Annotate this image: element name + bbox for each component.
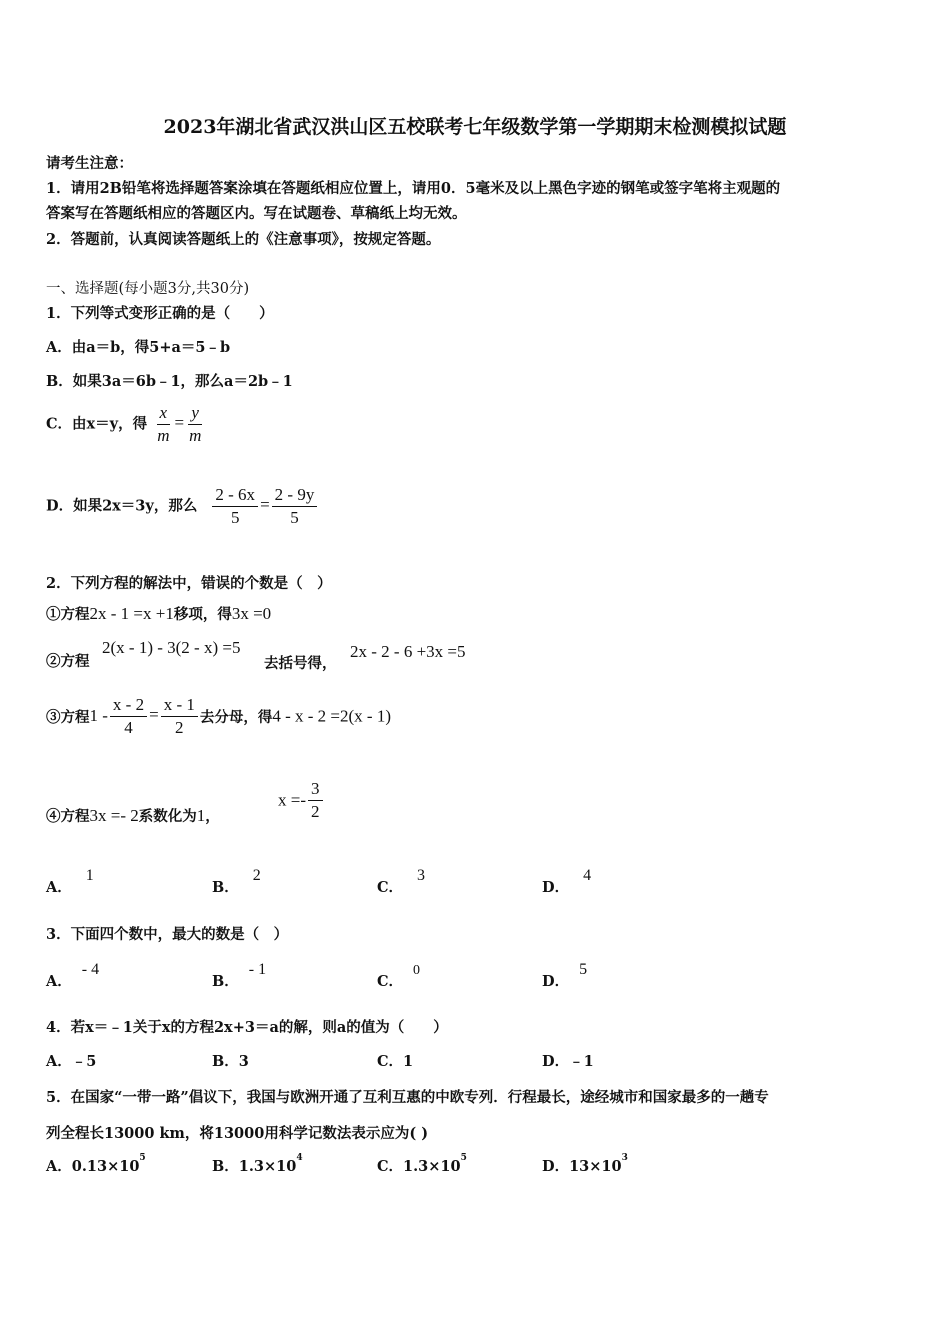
notice-line-1a: 1．请用2B铅笔将选择题答案涂填在答题纸相应位置上，请用0．5毫米及以上黑色字迹的钢笔或签字笔将主观题的 <box>46 180 781 197</box>
q2-statement-2-label: ②方程 <box>46 653 90 670</box>
q2-s4-fraction: $\frac{3}{2}$ <box>308 780 323 821</box>
q1-option-c-label: C．由x＝y，得 <box>46 415 148 433</box>
q1-stem: 1．下列等式变形正确的是（ ） <box>46 305 274 322</box>
q2-s3-result: 4 - x - 2 =2(x - 1) <box>272 706 392 726</box>
q1-option-a: A．由a＝b，得5+a＝5﹣b <box>46 339 231 356</box>
q1-c-fraction-left: $\frac{x}{m}$ <box>157 403 170 445</box>
q1-option-b: B．如果3a＝6b﹣1，那么a＝2b﹣1 <box>46 373 293 390</box>
q1-d-fraction-right: $\frac{2 - 9y}{5}$ <box>272 486 318 527</box>
q2-s2-equation: 2(x - 1) - 3(2 - x) =5 <box>102 638 241 657</box>
q3-option-b: B．- 1 <box>212 961 267 990</box>
q2-stem: 2．下列方程的解法中，错误的个数是（ ） <box>46 575 332 592</box>
q2-option-c: C．3 <box>377 867 426 896</box>
q2-statement-3: ③方程1 - $\frac{x - 2}{4}$ = $\frac{x - 1}{2}$ 去分母，得4 - x - 2 =2(x - 1) <box>46 695 392 737</box>
q2-s3-fraction-left: $\frac{x - 2}{4}$ <box>110 696 147 737</box>
q2-option-a: A．1 <box>46 867 94 896</box>
q2-s3-fraction-right: $\frac{x - 1}{2}$ <box>161 696 198 737</box>
q1-option-d-label: D．如果2x＝3y，那么 <box>46 497 198 515</box>
q4-option-d: D．﹣1 <box>542 1053 594 1070</box>
q2-s1-equation: 2x - 1 =x +1 <box>89 604 174 623</box>
q3-option-c: C．0 <box>377 963 421 990</box>
q2-s4-equation: 3x =- 2 <box>89 806 139 825</box>
q4-option-a: A．﹣5 <box>46 1053 97 1070</box>
q5-stem-line-1: 5．在国家“一带一路”倡议下，我国与欧洲开通了互利互惠的中欧专列．行程最长，途经城市和国家最多的一趟专 <box>46 1089 769 1106</box>
q1-option-c: C．由x＝y，得 $\frac{x}{m}$ = $\frac{y}{m}$ <box>46 404 206 445</box>
q1-option-d: D．如果2x＝3y，那么 $\frac{2 - 6x}{5}$ = $\frac{2 - 9y}{5}$ <box>46 486 319 527</box>
section-heading: 一、选择题(每小题3分,共30分) <box>46 281 250 297</box>
q2-s1-result: 3x =0 <box>231 604 272 623</box>
page-title: 2023年湖北省武汉洪山区五校联考七年级数学第一学期期末检测模拟试题 <box>163 116 787 138</box>
q2-statement-1: ①方程2x - 1 =x +1移项，得3x =0 <box>46 604 272 623</box>
q4-option-c: C．1 <box>377 1053 414 1070</box>
q5-option-b: B．$1.3\times 10^4$ <box>212 1153 303 1175</box>
notice-line-2: 2．答题前，认真阅读答题纸上的《注意事项》，按规定答题。 <box>46 231 441 248</box>
q5-option-a: A．$0.13\times 10^5$ <box>46 1153 146 1175</box>
q3-stem: 3．下面四个数中，最大的数是（ ） <box>46 926 289 943</box>
q3-option-a: A．- 4 <box>46 961 100 990</box>
q2-s4-result: x =- $\frac{3}{2}$ <box>278 780 325 821</box>
q4-stem: 4．若x＝﹣1关于x的方程2x+3＝a的解，则a的值为（ ） <box>46 1019 448 1036</box>
q2-s2-mid: 去括号得， <box>264 655 337 672</box>
q2-option-d: D．4 <box>542 867 592 896</box>
q5-option-c: C．$1.3\times 10^5$ <box>377 1153 467 1175</box>
q5-option-d: D．$13\times 10^3$ <box>542 1153 628 1175</box>
q3-option-d: D．5 <box>542 961 588 990</box>
q1-d-fraction-left: $\frac{2 - 6x}{5}$ <box>212 486 258 527</box>
q5-stem-line-2: 列全程长13000 km，将13000用科学记数法表示应为( ) <box>46 1125 429 1142</box>
q2-statement-4: ④方程3x =- 2系数化为1， <box>46 806 220 825</box>
q1-c-fraction-right: $\frac{y}{m}$ <box>189 403 202 445</box>
q2-option-b: B．2 <box>212 867 261 896</box>
q2-s2-result: 2x - 2 - 6 +3x =5 <box>350 642 466 661</box>
notice-heading: 请考生注意： <box>46 155 133 172</box>
q4-option-b: B．3 <box>212 1053 249 1070</box>
notice-line-1b: 答案写在答题纸相应的答题区内。写在试题卷、草稿纸上均无效。 <box>46 205 467 222</box>
